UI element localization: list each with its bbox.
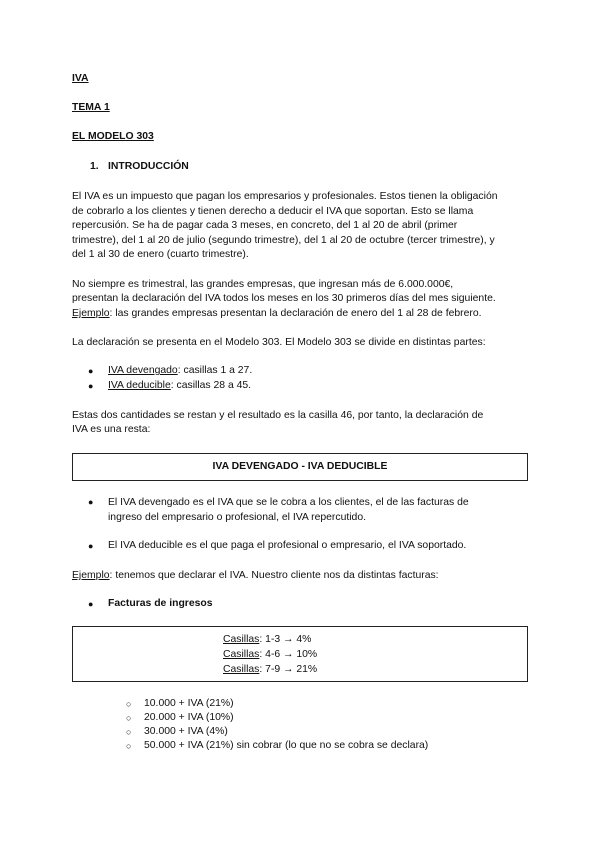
para3: La declaración se presenta en el Modelo 303. El Modelo 303 se divide en distintas partes:	[72, 337, 486, 348]
list-item	[108, 364, 252, 378]
example-label: Ejemplo	[72, 570, 110, 581]
casillas-text: : 1-3 → 4%	[259, 634, 312, 645]
sub-item: 20.000 + IVA (10%)	[144, 712, 234, 723]
casillas-box	[72, 626, 528, 682]
title-tema: TEMA 1	[72, 102, 110, 113]
para1-line: de cobrarlo a los clientes y tienen derecho a deducir el IVA que soportan. Esto se llama	[72, 206, 474, 217]
section-number: 1.	[90, 161, 99, 172]
section-title: INTRODUCCIÓN	[108, 161, 189, 172]
bullet-icon: ●	[88, 541, 94, 551]
formula-text: IVA DEVENGADO - IVA DEDUCIBLE	[212, 461, 388, 472]
list-item: El IVA devengado es el IVA que se le cobra a los clientes, el de las facturas de	[108, 497, 469, 508]
example-text: : tenemos que declarar el IVA. Nuestro cliente nos da distintas facturas:	[109, 570, 439, 581]
hollow-bullet-icon: ○	[126, 713, 132, 723]
list-item	[108, 379, 251, 393]
list-item-label: IVA deducible	[108, 380, 171, 391]
facturas-heading: Facturas de ingresos	[108, 598, 213, 609]
list-item: El IVA deducible es el que paga el profesional o empresario, el IVA soportado.	[108, 540, 467, 551]
hollow-bullet-icon: ○	[126, 727, 132, 737]
bullet-icon: ●	[88, 497, 94, 507]
para4-line: IVA es una resta:	[72, 424, 151, 435]
formula-box	[72, 453, 528, 481]
hollow-bullet-icon: ○	[126, 741, 132, 751]
para2-example	[72, 307, 482, 321]
list-item-label: IVA devengado	[108, 365, 178, 376]
hollow-bullet-icon: ○	[126, 699, 132, 709]
para1-line: repercusión. Se ha de pagar cada 3 meses, en concreto, del 1 al 20 de abril (primer	[72, 220, 458, 231]
example-label: Ejemplo	[72, 308, 110, 319]
casillas-label: Casillas	[223, 649, 260, 660]
casillas-text: : 7-9 → 21%	[259, 664, 318, 675]
casillas-row	[223, 647, 317, 662]
example2	[72, 569, 439, 583]
para2-line: presentan la declaración del IVA todos los meses en los 30 primeros días del mes siguiente.	[72, 293, 496, 304]
para1-line: del 1 al 30 de enero (cuarto trimestre).	[72, 249, 249, 260]
list-item-text: : casillas 1 a 27.	[177, 365, 253, 376]
sub-item: 50.000 + IVA (21%) sin cobrar (lo que no se cobra se declara)	[144, 740, 429, 751]
para1-line: El IVA es un impuesto que pagan los empresarios y profesionales. Estos tienen la obligación	[72, 191, 498, 202]
title-modelo: EL MODELO 303	[72, 131, 154, 142]
example-text: : las grandes empresas presentan la declaración de enero del 1 al 28 de febrero.	[109, 308, 482, 319]
title-iva: IVA	[72, 73, 89, 84]
bullet-icon: ●	[88, 599, 94, 609]
bullet-icon: ●	[88, 366, 94, 376]
list-item-text: : casillas 28 a 45.	[170, 380, 252, 391]
casillas-row	[223, 632, 311, 647]
sub-item: 10.000 + IVA (21%)	[144, 698, 234, 709]
para2-line: No siempre es trimestral, las grandes empresas, que ingresan más de 6.000.000€,	[72, 279, 454, 290]
sub-item: 30.000 + IVA (4%)	[144, 726, 228, 737]
list-item-continued: ingreso del empresario o profesional, el IVA repercutido.	[108, 512, 366, 523]
casillas-row	[223, 662, 317, 677]
casillas-label: Casillas	[223, 634, 260, 645]
para4-line: Estas dos cantidades se restan y el resultado es la casilla 46, por tanto, la declaración de	[72, 410, 484, 421]
bullet-icon: ●	[88, 381, 94, 391]
casillas-text: : 4-6 → 10%	[259, 649, 318, 660]
casillas-label: Casillas	[223, 664, 260, 675]
para1-line: trimestre), del 1 al 20 de julio (segundo trimestre), del 1 al 20 de octubre (tercer trimestre), y	[72, 235, 495, 246]
